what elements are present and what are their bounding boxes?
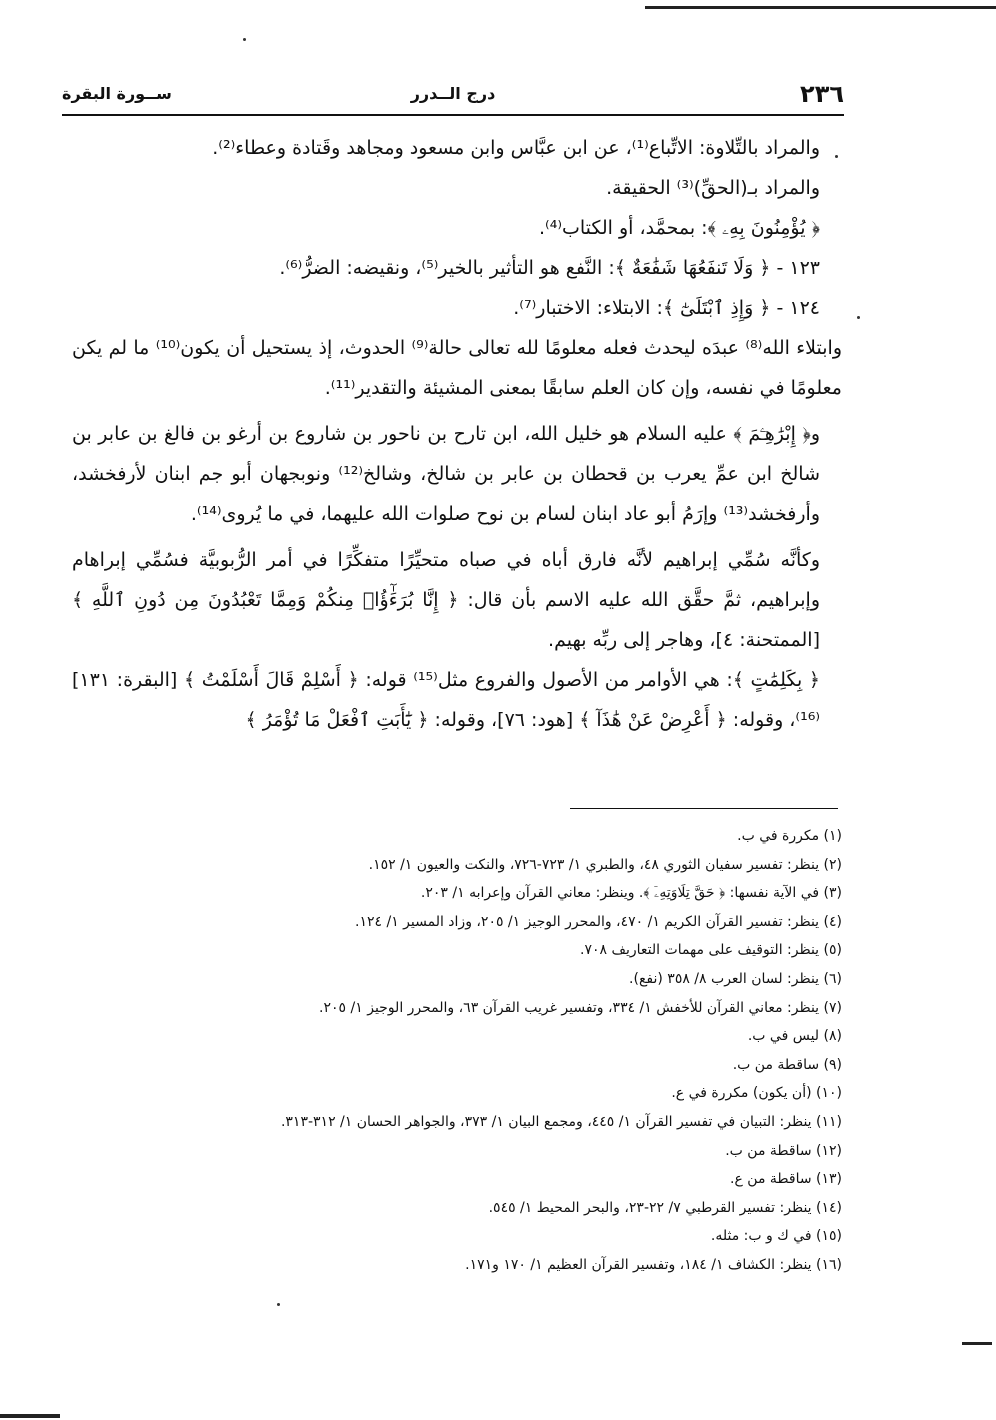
verse-comment-123: ١٢٣ - ﴿ وَلَا تَنفَعُهَا شَفَٰعَةٌ ﴾: النَّفع هو التأثير بالخير⁽⁵⁾، ونقيضه: الضرُّ⁽⁶⁾.: [279, 257, 820, 279]
surah-name: ســورة البقرة: [62, 84, 172, 103]
page-header: [62, 80, 844, 116]
main-text: [72, 128, 842, 740]
scan-edge-bottom: [0, 1414, 60, 1418]
footnote: (٧) ينظر: معاني القرآن للأخفش ١/ ٣٣٤، وتفسير غريب القرآن ٦٣، والمحرر الوجيز ١/ ٢٠٥.: [319, 999, 842, 1016]
paragraph-ibtila: وابتلاء الله⁽⁸⁾ عبدَه ليحدث فعله معلومًا لله تعالى حالة⁽⁹⁾ الحدوث، إذ يستحيل أن يكون⁽¹⁰⁾ ما لم يكن معلومًا في نفسه، وإن كان العلم سابقًا بمعنى المشيئة والتقدير⁽¹¹⁾.: [72, 337, 842, 399]
scan-speck: [277, 1303, 280, 1306]
paragraph-haqq: والمراد بـ(الحقِّ)⁽³⁾ الحقيقة.: [606, 177, 820, 199]
footnote: (١٤) ينظر: تفسير القرطبي ٧/ ٢٢-٢٣، والبحر المحيط ١/ ٥٤٥.: [488, 1199, 842, 1216]
paragraph-tilawa: والمراد بالتِّلاوة: الاتِّباع⁽¹⁾، عن ابن عبَّاس وابن مسعود ومجاهد وقَتادة وعطاء⁽²⁾.: [212, 137, 820, 159]
footnote: (١٣) ساقطة من ع.: [730, 1171, 842, 1188]
footnote: (٢) ينظر: تفسير سفيان الثوري ٤٨، والطبري ١/ ٧٢٣-٧٢٦، والنكت والعيون ١/ ١٥٢.: [368, 856, 842, 873]
footnote: (١٦) ينظر: الكشاف ١/ ١٨٤، وتفسير القرآن العظيم ١/ ١٧٠ و١٧١.: [465, 1256, 842, 1273]
footnote: (٩) ساقطة من ب.: [732, 1056, 842, 1073]
paragraph-ibrahim-lineage: و﴿ إِبْرَٰهِـۧمَ ﴾ عليه السلام هو خليل الله، ابن تارح بن ناحور بن شاروع بن أرغو بن فالغ بن عابر بن شالخ ابن عمِّ يعرب بن قحطان بن عابر بن شالخ، وشالخ⁽¹²⁾ ونوبجهان أبو جم ابنان لأرفخشد، وأرفخشد⁽¹³⁾ وإرَمُ أبو عاد ابنان لسام بن نوح صلوات الله عليهما، في ما يُروى⁽¹⁴⁾.: [72, 423, 820, 525]
scan-speck: [857, 316, 860, 319]
paragraph-ibrahim-name: وكأنَّه سُمِّي إبراهيم لأنَّه فارق أباه في صباه متحيِّرًا متفكِّرًا في أمر الرُّبوبيَّة فسُمِّي إبراهام وإبراهيم، ثمَّ حقَّق الله عليه الاسم بأن قال: ﴿ إِنَّا بُرَءَٰٓؤُا۟ مِنكُمْ وَمِمَّا تَعْبُدُونَ مِن دُونِ ٱللَّهِ ﴾ [الممتحنة: ٤]، وهاجر إلى ربِّه بهيم.: [72, 549, 820, 651]
paragraph-yuminuna: ﴿ يُؤْمِنُونَ بِهِۦ ﴾: بمحمَّد، أو الكتاب⁽⁴⁾.: [538, 217, 820, 239]
footnote: (٣) في الآية نفسها: ﴿ حَقَّ تِلَاوَتِهِۦٓ ﴾. وينظر: معاني القرآن وإعرابه ١/ ٢٠٣.: [420, 885, 842, 902]
scan-edge-top: [645, 6, 996, 9]
footnotes: [180, 822, 842, 1280]
footnote-separator: [570, 808, 838, 809]
footnote: (٦) ينظر: لسان العرب ٨/ ٣٥٨ (نفع).: [629, 970, 842, 987]
footnote: (١) مكررة في ب.: [737, 828, 842, 844]
footnote: (١٠) (أن يكون) مكررة في ع.: [671, 1085, 842, 1102]
footnote: (٤) ينظر: تفسير القرآن الكريم ١/ ٤٧٠، والمحرر الوجيز ١/ ٢٠٥، وزاد المسير ١/ ١٢٤.: [355, 913, 842, 930]
page-number: ٢٣٦: [800, 80, 844, 108]
footnote: (١٢) ساقطة من ب.: [725, 1142, 842, 1159]
footnote: (١١) ينظر: التبيان في تفسير القرآن ١/ ٤٤٥، ومجمع البيان ١/ ٣٧٣، والجواهر الحسان ١/ ٣١٢-٣١٣.: [280, 1113, 842, 1130]
scan-edge-right: [962, 1342, 992, 1345]
paragraph-kalimat: ﴿ بِكَلِمَٰتٍ ﴾: هي الأوامر من الأصول والفروع مثل⁽¹⁵⁾ قوله: ﴿ أَسْلِمْ قَالَ أَسْلَمْتُ ﴾ [البقرة: ١٣١]⁽¹⁶⁾، وقوله: ﴿ أَعْرِضْ عَنْ هَٰذَآ ﴾ [هود: ٧٦]، وقوله: ﴿ يَٰٓأَبَتِ ٱفْعَلْ مَا تُؤْمَرُ ﴾: [72, 669, 820, 731]
footnote: (٥) ينظر: التوقيف على مهمات التعاريف ٧٠٨.: [580, 942, 842, 959]
verse-comment-124: ١٢٤ - ﴿ وَإِذِ ٱبْتَلَىٰٓ ﴾: الابتلاء: الاختبار⁽⁷⁾.: [513, 297, 820, 319]
running-title: درج الــدرر: [410, 84, 496, 103]
footnote: (١٥) في ك و ب: مثله.: [710, 1228, 842, 1245]
scan-speck: [243, 38, 246, 41]
footnote: (٨) ليس في ب.: [747, 1028, 842, 1045]
